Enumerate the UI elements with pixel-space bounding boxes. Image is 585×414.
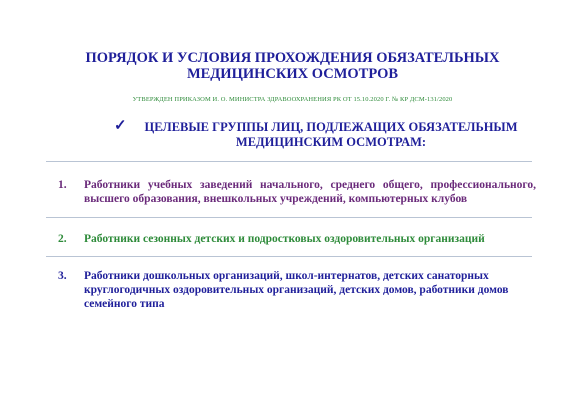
divider <box>46 217 532 218</box>
section-heading-line-2: МЕДИЦИНСКИМ ОСМОТРАМ: <box>235 135 427 149</box>
section-heading-line-1: ЦЕЛЕВЫЕ ГРУППЫ ЛИЦ, ПОДЛЕЖАЩИХ ОБЯЗАТЕЛЬНЫМ <box>144 120 518 134</box>
list-item-text: Работники сезонных детских и подростковых оздоровительных организаций <box>84 233 485 245</box>
section-heading <box>114 118 518 150</box>
list-item-number: 2. <box>58 233 67 245</box>
divider <box>46 161 532 162</box>
checkmark-icon: ✓ <box>114 118 127 134</box>
list-item-number: 1. <box>58 179 67 191</box>
page-title-line-2: МЕДИЦИНСКИХ ОСМОТРОВ <box>186 66 399 82</box>
list-item-text: Работники дошкольных организаций, школ-интернатов, детских санаторных круглогодичных оздоровительных организаций, детских домов, работники домов семейного типа <box>84 270 509 310</box>
page-title-line-1: ПОРЯДОК И УСЛОВИЯ ПРОХОЖДЕНИЯ ОБЯЗАТЕЛЬНЫХ <box>85 50 500 66</box>
divider <box>46 256 532 257</box>
list-item-text: Работники учебных заведений начального, среднего общего, профессионального, высшего образования, внешкольных учреждений, компьютерных клубов <box>84 179 536 205</box>
page-title <box>0 50 585 82</box>
order-reference: УТВЕРЖДЕН ПРИКАЗОМ И. О. МИНИСТРА ЗДРАВООХРАНЕНИЯ РК ОТ 15.10.2020 Г. № КР ДСМ-131/2020 <box>132 96 453 103</box>
list-item-number: 3. <box>58 270 67 282</box>
